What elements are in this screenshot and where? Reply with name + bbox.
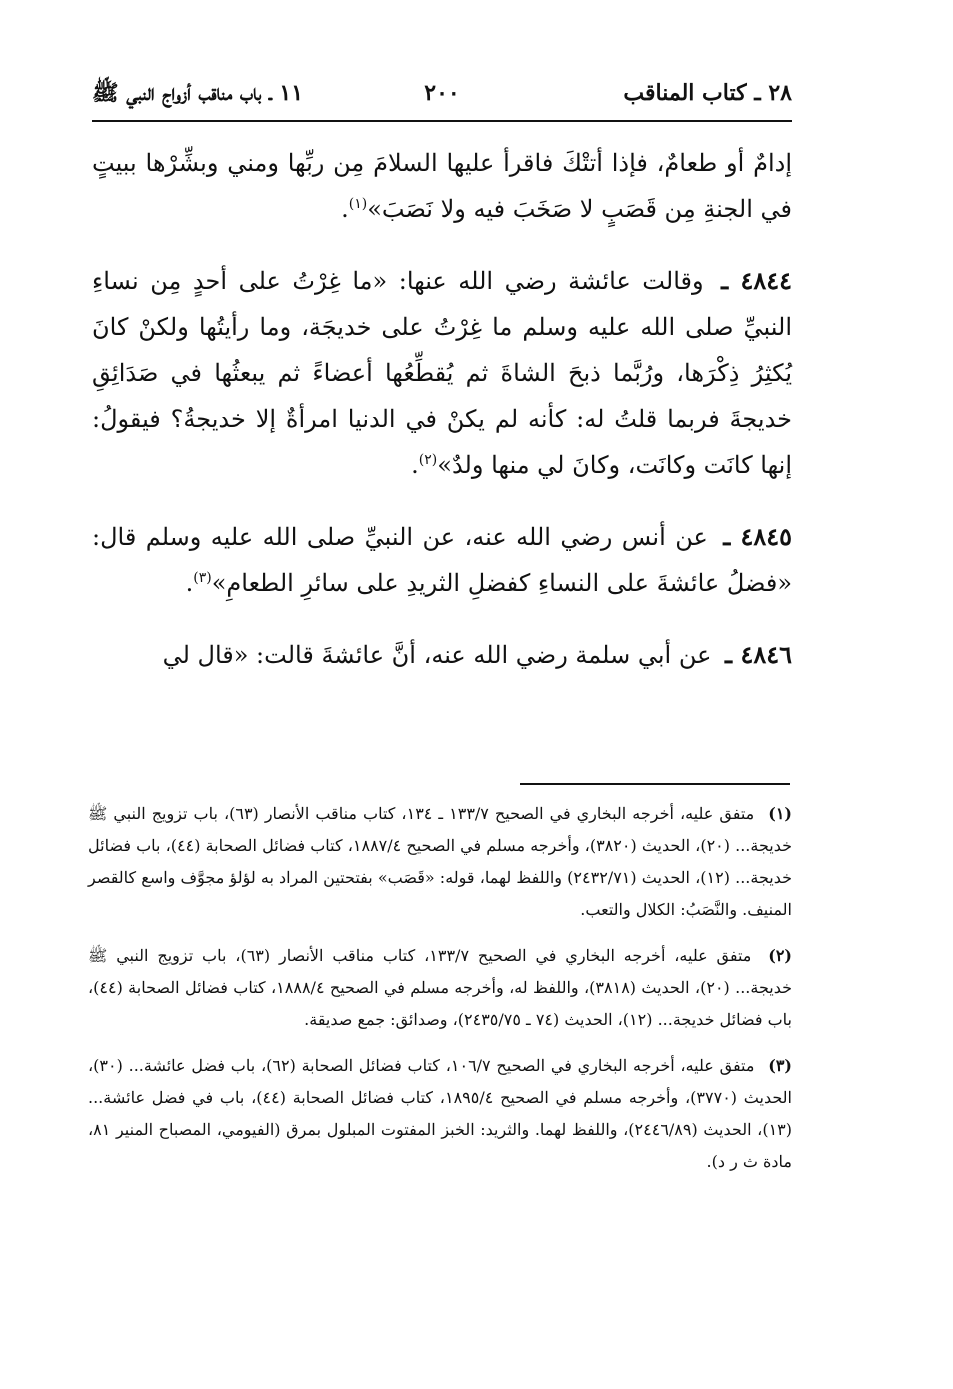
footnote-marker: (٢) <box>768 946 792 965</box>
footnote-3 <box>88 1050 792 1178</box>
footnote-ref: (٣) <box>193 570 212 586</box>
footnote-ref: (٢) <box>418 452 438 468</box>
footnote-text: متفق عليه، أخرجه البخاري في الصحيح ١٣٣/٧ ـ ١٣٤، كتاب مناقب الأنصار (٦٣)، باب تزويج النبي ﷺ خديجة... (٢٠)، الحديث (٣٨٢٠)، وأخرجه مسلم في الصحيح ١٨٨٧/٤، كتاب فضائل الصحابة (٤٤)، باب فضائل خديجة... (١٢)، الحديث (٢٤٣٢/٧١) واللفظ لهما، قوله: «قَصَب» بفتحتين المراد به لؤلؤ مجوَّف واسع كالقصر المنيف. والنَّصَبُ: الكلال والتعب. <box>88 804 793 919</box>
footnote-1 <box>88 798 792 926</box>
paragraph-text: إدامٌ أو طعامٌ، فإذا أتتْكَ فاقرأ عليها السلامَ مِن ربِّها ومني وبشِّرْها ببيتٍ في الجنةِ مِن قَصَبٍ لا صَخَبَ فيه ولا نَصَبَ» <box>92 149 792 223</box>
running-header <box>92 78 792 114</box>
footnote-marker: (١) <box>768 804 792 823</box>
chapter-title: ٢٨ ـ كتاب المناقب <box>623 80 792 106</box>
hadith-number: ٤٨٤٥ ـ <box>723 522 793 551</box>
footnotes <box>88 798 792 1192</box>
section-title: ١١ ـ باب مناقب أزواج النبي ﷺ <box>92 80 304 106</box>
footnote-text: متفق عليه، أخرجه البخاري في الصحيح ١٠٦/٧، كتاب فضائل الصحابة (٦٢)، باب فضل عائشة... (٣٠)، الحديث (٣٧٧٠)، وأخرجه مسلم في الصحيح ١٨٩٥/٤، كتاب فضائل الصحابة (٤٤)، باب في فضل عائشة... (١٣)، الحديث (٢٤٤٦/٨٩)، واللفظ لهما. والثريد: الخبز المفتوت المبلول بمرق (الفيومي، المصباح المنير ٨١، مادة ث ر د). <box>88 1056 793 1171</box>
header-divider <box>92 120 792 122</box>
hadith-4846 <box>92 632 792 678</box>
paragraph-text: وقالت عائشة رضي الله عنها: «ما غِرْتُ على أحدٍ مِن نساءِ النبيِّ صلى الله عليه وسلم ما غِرْتُ على خديجَة، وما رأيتُها ولكنْ كانَ يُكثِرُ ذِكْرَها، ورُبَّما ذبحَ الشاةَ ثم يُقطِّعُها أعضاءً ثم يبعثُها في صَدَائِقِ خديجةَ فربما قلتُ له: كأنه لم يكنْ في الدنيا امرأةٌ إلا خديجةُ؟ فيقولُ: إنها كانَت وكانَت، وكانَ لي منها ولدٌ» <box>92 267 792 479</box>
main-text <box>92 140 792 704</box>
footnote-2 <box>88 940 792 1036</box>
footnote-ref: (١) <box>348 196 368 212</box>
hadith-number: ٤٨٤٤ ـ <box>721 266 792 295</box>
paragraph-text: عن أنس رضي الله عنه، عن النبيِّ صلى الله عليه وسلم قال: «فضلُ عائشةَ على النساءِ كفضلِ الثريدِ على سائرِ الطعامِ» <box>92 523 792 597</box>
hadith-number: ٤٨٤٦ ـ <box>725 640 792 669</box>
paragraph-text: عن أبي سلمة رضي الله عنه، أنَّ عائشةَ قالت: «قال لي <box>162 641 712 669</box>
hadith-4845: ٤٨٤٥ ـ عن أنس رضي الله عنه، عن النبيِّ صلى الله عليه وسلم قال: «فضلُ عائشةَ على النساءِ كفضلِ الثريدِ على سائرِ الطعامِ»$^{(٣)}$. <box>92 522 793 597</box>
footnote-text: متفق عليه، أخرجه البخاري في الصحيح ١٣٣/٧، كتاب مناقب الأنصار (٦٣)، باب تزويج النبي ﷺ خديجة... (٢٠)، الحديث (٣٨١٨)، واللفظ له، وأخرجه مسلم في الصحيح ١٨٨٨/٤، كتاب فضائل الصحابة (٤٤)، باب فضائل خديجة... (١٢)، الحديث (٧٤ ـ ٢٤٣٥/٧٥)، وصدائق: جمع صديقة. <box>88 946 793 1029</box>
paragraph-continuation: إدامٌ أو طعامٌ، فإذا أتتْكَ فاقرأ عليها السلامَ مِن ربِّها ومني وبشِّرْها ببيتٍ في الجنةِ مِن قَصَبٍ لا صَخَبَ فيه ولا نَصَبَ»$^{(١)}$. <box>92 149 792 223</box>
hadith-4844: ٤٨٤٤ ـ وقالت عائشة رضي الله عنها: «ما غِرْتُ على أحدٍ مِن نساءِ النبيِّ صلى الله عليه وسلم ما غِرْتُ على خديجَة، وما رأيتُها ولكنْ كانَ يُكثِرُ ذِكْرَها، ورُبَّما ذبحَ الشاةَ ثم يُقطِّعُها أعضاءً ثم يبعثُها في صَدَائِقِ خديجةَ فربما قلتُ له: كأنه لم يكنْ في الدنيا امرأةٌ إلا خديجةُ؟ فيقولُ: إنها كانَت وكانَت، وكانَ لي منها ولدٌ»$^{(٢)}$. <box>92 266 792 479</box>
footnote-marker: (٣) <box>768 1056 792 1075</box>
footnote-divider <box>520 783 790 785</box>
page-number: ٢٠٠ <box>424 80 460 106</box>
